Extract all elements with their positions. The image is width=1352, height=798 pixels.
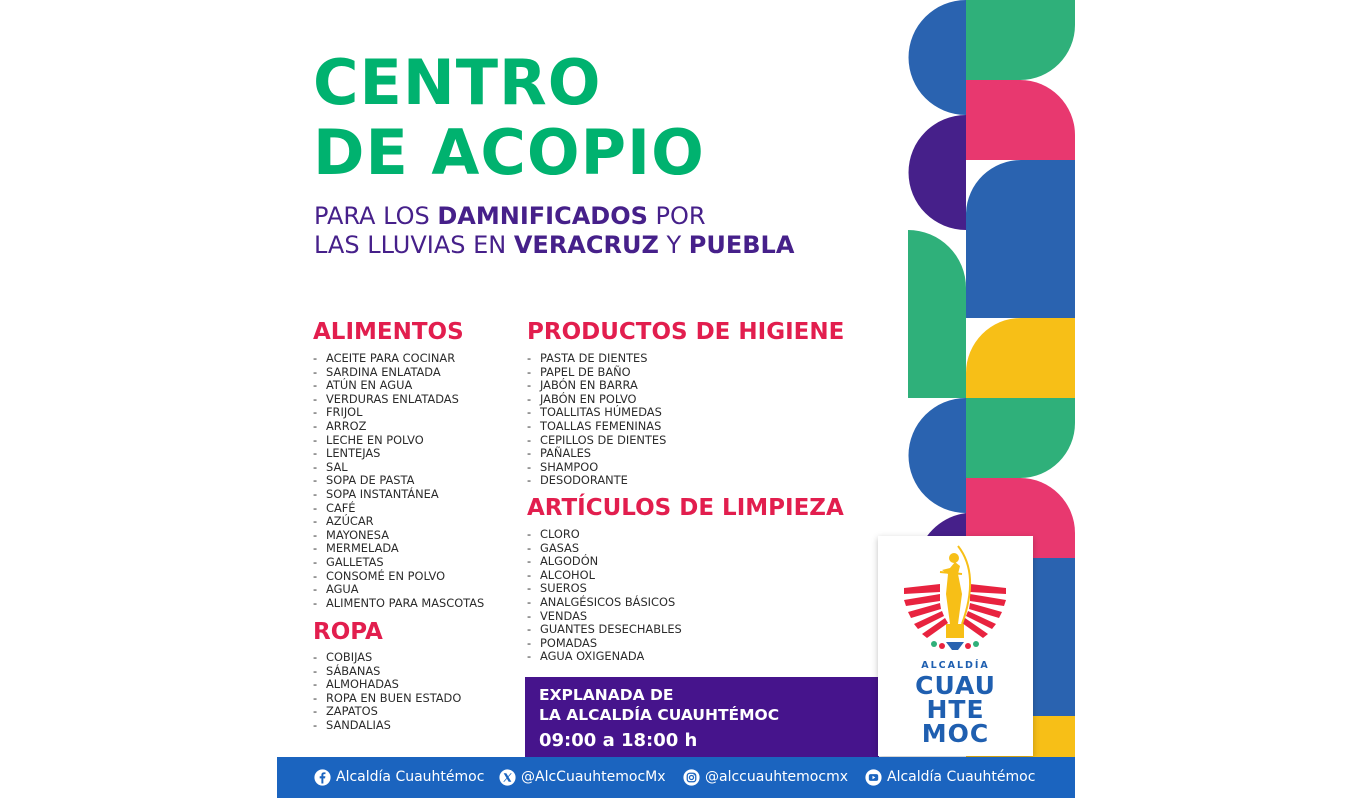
instagram-icon xyxy=(683,769,700,786)
facebook-handle: Alcaldía Cuauhtémoc xyxy=(336,769,485,785)
list-item: - PAÑALES xyxy=(527,447,666,461)
venue-hours: 09:00 a 18:00 h xyxy=(539,730,698,751)
list-item: - ARROZ xyxy=(313,420,484,434)
list-item: - SHAMPOO xyxy=(527,461,666,475)
list-item: - POMADAS xyxy=(527,637,682,651)
list-ropa xyxy=(313,651,461,733)
list-item: - SUEROS xyxy=(527,582,682,596)
list-item: - ANALGÉSICOS BÁSICOS xyxy=(527,596,682,610)
list-item: - GALLETAS xyxy=(313,556,484,570)
title-line-2: DE ACOPIO xyxy=(313,116,705,189)
poster xyxy=(277,0,1075,798)
list-alimentos xyxy=(313,352,484,610)
logo-word-3: MOC xyxy=(921,719,990,748)
section-title-ropa: ROPA xyxy=(313,619,383,645)
title-line-1: CENTRO xyxy=(313,46,602,119)
list-item: - CAFÉ xyxy=(313,502,484,516)
section-title-limpieza: ARTÍCULOS DE LIMPIEZA xyxy=(527,495,844,521)
youtube-icon xyxy=(865,769,882,786)
venue-line-2: LA ALCALDÍA CUAUHTÉMOC xyxy=(539,706,780,724)
list-item: - FRIJOL xyxy=(313,406,484,420)
list-item: - TOALLITAS HÚMEDAS xyxy=(527,406,666,420)
list-item: - SÁBANAS xyxy=(313,665,461,679)
list-item: - CONSOMÉ EN POLVO xyxy=(313,570,484,584)
list-item: - VENDAS xyxy=(527,610,682,624)
list-item: - JABÓN EN BARRA xyxy=(527,379,666,393)
list-item: - AGUA OXIGENADA xyxy=(527,650,682,664)
subtitle-text: POR xyxy=(647,202,706,230)
list-item: - MAYONESA xyxy=(313,529,484,543)
list-item: - TOALLAS FEMENINAS xyxy=(527,420,666,434)
list-item: - CLORO xyxy=(527,528,682,542)
list-item: - LECHE EN POLVO xyxy=(313,434,484,448)
list-higiene xyxy=(527,352,666,488)
alcaldia-logo xyxy=(878,536,1033,756)
list-item: - COBIJAS xyxy=(313,651,461,665)
archer-emblem-icon xyxy=(900,544,1010,660)
facebook-icon xyxy=(314,769,331,786)
subtitle-highlight: VERACRUZ xyxy=(513,231,659,259)
list-item: - SANDALIAS xyxy=(313,719,461,733)
list-item: - GASAS xyxy=(527,542,682,556)
social-footer xyxy=(277,757,1075,798)
list-item: - ALMOHADAS xyxy=(313,678,461,692)
page-title xyxy=(313,48,705,188)
list-item: - VERDURAS ENLATADAS xyxy=(313,393,484,407)
social-facebook[interactable] xyxy=(314,767,484,787)
list-item: - SOPA INSTANTÁNEA xyxy=(313,488,484,502)
list-item: - SARDINA ENLATADA xyxy=(313,366,484,380)
list-item: - ALCOHOL xyxy=(527,569,682,583)
list-limpieza xyxy=(527,528,682,664)
youtube-handle: Alcaldía Cuauhtémoc xyxy=(887,769,1036,785)
list-item: - GUANTES DESECHABLES xyxy=(527,623,682,637)
social-instagram[interactable] xyxy=(683,767,848,787)
logo-word-2: HTE xyxy=(926,695,985,724)
list-item: - ACEITE PARA COCINAR xyxy=(313,352,484,366)
section-title-higiene: PRODUCTOS DE HIGIENE xyxy=(527,319,845,345)
subtitle xyxy=(314,202,794,260)
venue-box xyxy=(525,677,879,757)
subtitle-text: LAS LLUVIAS EN xyxy=(314,231,514,259)
list-item: - DESODORANTE xyxy=(527,474,666,488)
list-item: - MERMELADA xyxy=(313,542,484,556)
list-item: - ZAPATOS xyxy=(313,705,461,719)
subtitle-text: Y xyxy=(658,231,689,259)
list-item: - PAPEL DE BAÑO xyxy=(527,366,666,380)
list-item: - JABÓN EN POLVO xyxy=(527,393,666,407)
list-item: - SOPA DE PASTA xyxy=(313,474,484,488)
list-item: - ALGODÓN xyxy=(527,555,682,569)
x-handle: @AlcCuauhtemocMx xyxy=(521,769,666,785)
list-item: - PASTA DE DIENTES xyxy=(527,352,666,366)
social-youtube[interactable] xyxy=(865,767,1035,787)
instagram-handle: @alccuauhtemocmx xyxy=(705,769,848,785)
list-item: - AGUA xyxy=(313,583,484,597)
social-x[interactable] xyxy=(499,767,666,787)
list-item: - LENTEJAS xyxy=(313,447,484,461)
subtitle-highlight: PUEBLA xyxy=(688,231,795,259)
logo-caption: ALCALDÍA xyxy=(921,660,990,671)
list-item: - ATÚN EN AGUA xyxy=(313,379,484,393)
list-item: - AZÚCAR xyxy=(313,515,484,529)
venue-line-1: EXPLANADA DE xyxy=(539,686,674,704)
logo-word-1: CUAU xyxy=(915,671,996,700)
list-item: - ALIMENTO PARA MASCOTAS xyxy=(313,597,484,611)
section-title-alimentos: ALIMENTOS xyxy=(313,319,464,345)
x-icon xyxy=(499,769,516,786)
subtitle-text: PARA LOS xyxy=(314,202,438,230)
list-item: - CEPILLOS DE DIENTES xyxy=(527,434,666,448)
list-item: - SAL xyxy=(313,461,484,475)
subtitle-highlight: DAMNIFICADOS xyxy=(437,202,648,230)
list-item: - ROPA EN BUEN ESTADO xyxy=(313,692,461,706)
